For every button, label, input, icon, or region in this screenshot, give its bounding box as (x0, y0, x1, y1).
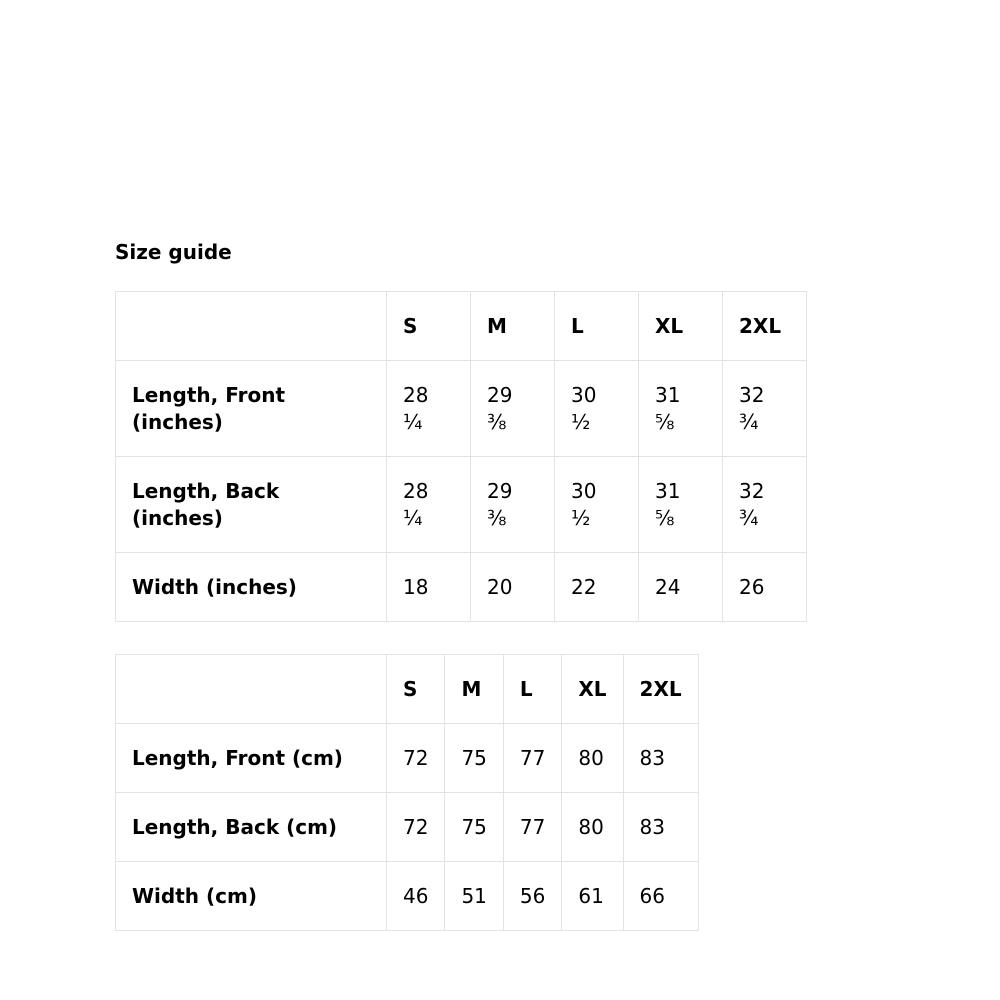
row-label: Width (inches) (116, 553, 387, 622)
table-cell: 66 (623, 862, 698, 931)
table-cell: 30 ½ (555, 361, 639, 457)
header-cell-s: S (387, 292, 471, 361)
header-cell-m: M (445, 655, 503, 724)
table-cell: 77 (503, 724, 561, 793)
table-cell: 80 (562, 793, 623, 862)
row-label: Length, Front (cm) (116, 724, 387, 793)
table-row (116, 724, 699, 793)
table-header-row (116, 292, 807, 361)
header-cell-2xl: 2XL (623, 655, 698, 724)
table-cell: 72 (387, 724, 445, 793)
table-cell: 24 (639, 553, 723, 622)
row-label: Length, Front (inches) (116, 361, 387, 457)
table-cell: 80 (562, 724, 623, 793)
table-cell: 83 (623, 724, 698, 793)
header-cell-xl: XL (562, 655, 623, 724)
header-cell-2xl: 2XL (723, 292, 807, 361)
table-cell: 75 (445, 724, 503, 793)
header-cell-empty (116, 655, 387, 724)
table-cell: 26 (723, 553, 807, 622)
row-label: Width (cm) (116, 862, 387, 931)
table-cell: 20 (471, 553, 555, 622)
table-row (116, 361, 807, 457)
table-cell: 30 ½ (555, 457, 639, 553)
table-cell: 51 (445, 862, 503, 931)
table-cell: 46 (387, 862, 445, 931)
table-cell: 31 ⅝ (639, 457, 723, 553)
header-cell-l: L (555, 292, 639, 361)
row-label: Length, Back (inches) (116, 457, 387, 553)
table-cell: 72 (387, 793, 445, 862)
table-cell: 28 ¼ (387, 361, 471, 457)
table-row (116, 862, 699, 931)
table-cell: 29 ⅜ (471, 361, 555, 457)
table-cell: 56 (503, 862, 561, 931)
row-label: Length, Back (cm) (116, 793, 387, 862)
table-row (116, 457, 807, 553)
table-cell: 32 ¾ (723, 457, 807, 553)
table-cell: 29 ⅜ (471, 457, 555, 553)
page-title: Size guide (115, 240, 232, 264)
header-cell-l: L (503, 655, 561, 724)
header-cell-empty (116, 292, 387, 361)
table-row (116, 793, 699, 862)
table-cell: 32 ¾ (723, 361, 807, 457)
size-table-cm (115, 654, 699, 931)
header-cell-s: S (387, 655, 445, 724)
table-cell: 22 (555, 553, 639, 622)
header-cell-m: M (471, 292, 555, 361)
size-table-inches (115, 291, 807, 622)
table-cell: 18 (387, 553, 471, 622)
header-cell-xl: XL (639, 292, 723, 361)
table-cell: 28 ¼ (387, 457, 471, 553)
table-row (116, 553, 807, 622)
table-header-row (116, 655, 699, 724)
table-cell: 31 ⅝ (639, 361, 723, 457)
table-cell: 75 (445, 793, 503, 862)
table-cell: 83 (623, 793, 698, 862)
table-cell: 77 (503, 793, 561, 862)
table-cell: 61 (562, 862, 623, 931)
